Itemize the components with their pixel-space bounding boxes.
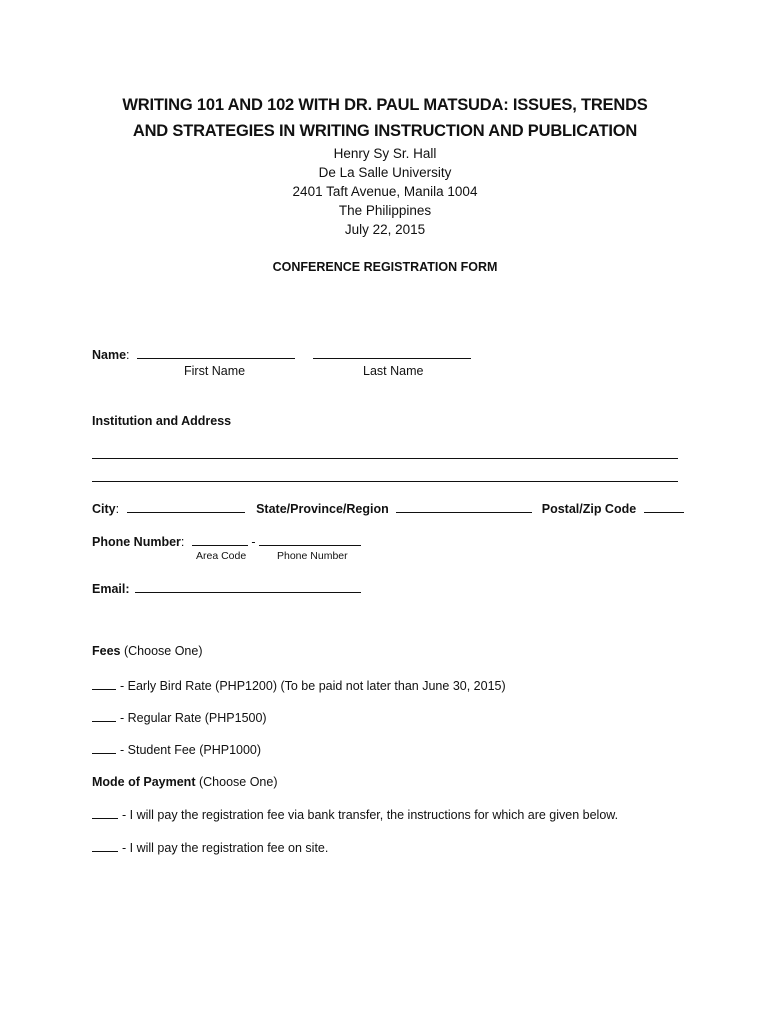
phone-label: Phone Number (92, 535, 181, 549)
address-row: City: State/Province/Region Postal/Zip Code (92, 500, 684, 516)
name-row: Name: (92, 346, 471, 362)
payment-onsite-label: - I will pay the registration fee on site. (122, 841, 329, 855)
fees-heading-row (92, 644, 203, 658)
last-name-caption: Last Name (363, 364, 424, 378)
fee-regular-blank[interactable] (92, 710, 116, 722)
area-code-field[interactable] (192, 533, 248, 546)
fee-early-bird-label: - Early Bird Rate (PHP1200) (To be paid not later than June 30, 2015) (120, 679, 506, 693)
phone-row: Phone Number: - (92, 533, 361, 549)
institution-line-2[interactable] (92, 481, 678, 482)
phone-number-field[interactable] (259, 533, 361, 546)
institution-label: Institution and Address (92, 414, 232, 428)
email-label: Email: (92, 582, 130, 596)
fees-heading: Fees (92, 644, 121, 658)
payment-bank-blank[interactable] (92, 807, 118, 819)
fee-option-early-bird (92, 678, 506, 693)
postal-label: Postal/Zip Code (541, 502, 637, 516)
postal-field[interactable] (644, 500, 684, 513)
venue-university: De La Salle University (318, 165, 452, 180)
payment-choose: (Choose One) (198, 775, 278, 789)
phone-number-caption: Phone Number (277, 550, 348, 562)
last-name-field[interactable] (313, 346, 471, 359)
first-name-field[interactable] (137, 346, 295, 359)
institution-line-1[interactable] (92, 458, 678, 459)
payment-option-onsite (92, 840, 328, 855)
form-title: CONFERENCE REGISTRATION FORM (272, 260, 498, 274)
fee-regular-label: - Regular Rate (PHP1500) (120, 711, 267, 725)
name-label: Name (92, 348, 127, 362)
title-line-1: WRITING 101 AND 102 WITH DR. PAUL MATSUDA: ISSUES, TRENDS (122, 96, 648, 114)
venue-hall: Henry Sy Sr. Hall (333, 146, 437, 161)
venue-country: The Philippines (338, 203, 432, 218)
venue-address: 2401 Taft Avenue, Manila 1004 (292, 184, 478, 199)
title-line-2: AND STRATEGIES IN WRITING INSTRUCTION AND PUBLICATION (132, 122, 638, 140)
fee-early-bird-blank[interactable] (92, 678, 116, 690)
area-code-caption: Area Code (196, 550, 247, 562)
email-row (92, 580, 361, 596)
payment-onsite-blank[interactable] (92, 840, 118, 852)
first-name-caption: First Name (184, 364, 246, 378)
fees-choose: (Choose One) (123, 644, 203, 658)
email-field[interactable] (135, 580, 361, 593)
city-label: City (92, 502, 116, 516)
fee-student-label: - Student Fee (PHP1000) (120, 743, 262, 757)
payment-option-bank (92, 807, 618, 822)
fee-option-student (92, 742, 261, 757)
city-field[interactable] (127, 500, 245, 513)
fee-option-regular (92, 710, 267, 725)
state-field[interactable] (396, 500, 532, 513)
state-label: State/Province/Region (256, 502, 389, 516)
payment-bank-label: - I will pay the registration fee via bank transfer, the instructions for which are given below. (122, 808, 619, 822)
fee-student-blank[interactable] (92, 742, 116, 754)
payment-heading: Mode of Payment (92, 775, 196, 789)
event-date: July 22, 2015 (344, 222, 426, 237)
payment-heading-row (92, 775, 278, 789)
